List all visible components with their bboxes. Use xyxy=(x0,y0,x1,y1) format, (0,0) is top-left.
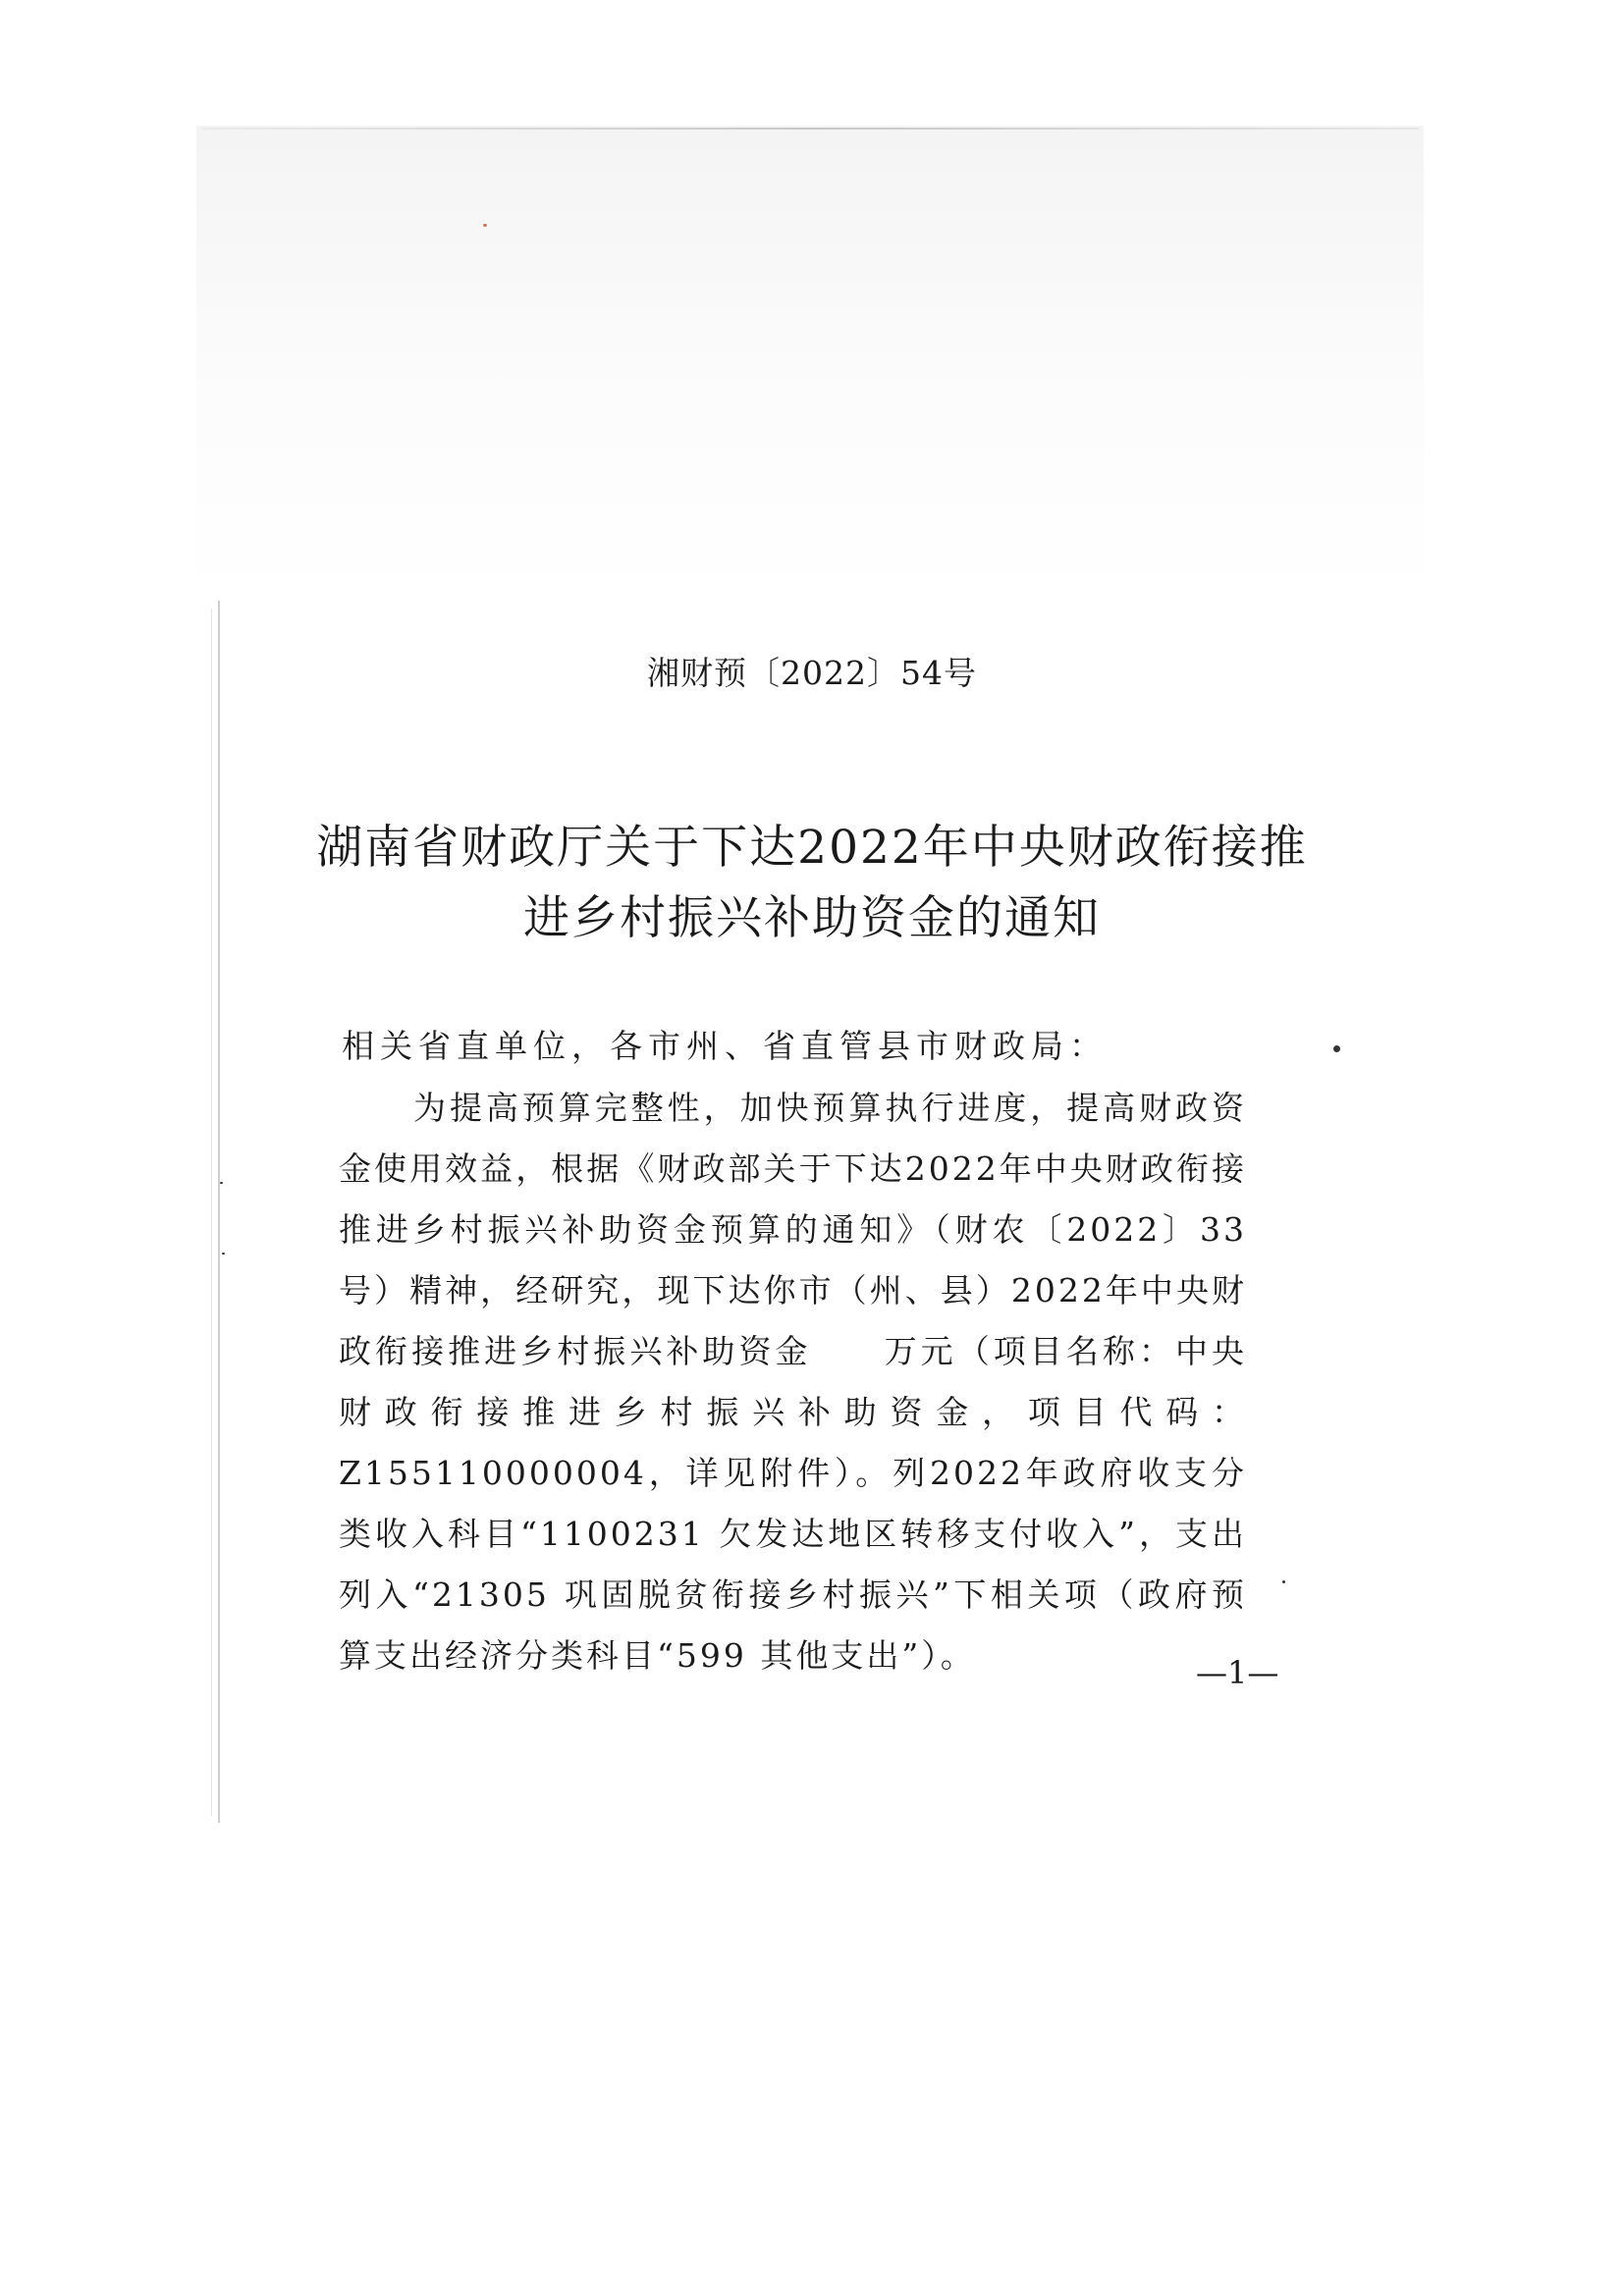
scan-speck xyxy=(483,224,487,227)
document-title: 湖南省财政厅关于下达2022年中央财政衔接推进乡村振兴补助资金的通知 xyxy=(316,821,1308,945)
scan-speck xyxy=(1333,1045,1340,1052)
scan-shadow xyxy=(196,126,1424,597)
body-paragraph: 为提高预算完整性，加快预算执行进度，提高财政资金使用效益，根据《财政部关于下达2022年中央财政衔接推进乡村振兴补助资金预算的通知》（财农〔2022〕33号）精神，经研究，现下达你市（州、县）2022年中央财政衔接推进乡村振兴补助资金 万元（项目名称：中央财政衔接推进乡村振兴补助资金，项目代码：Z155110000004，详见附件）。列2022年政府收支分类收入科目“1100231 欠发达地区转移支付收入”，支出列入“21305 巩固脱贫衔接乡村振兴”下相关项（政府预算支出经济分类科目“599 其他支出”）。 xyxy=(339,1089,1247,1675)
salutation: 相关省直单位，各市州、省直管县市财政局： xyxy=(342,1027,1108,1065)
scan-speck xyxy=(222,1253,225,1255)
scan-edge-line xyxy=(218,601,220,1823)
document-number: 湘财预〔2022〕54号 xyxy=(647,654,977,692)
page-number: —1— xyxy=(1196,1654,1279,1691)
scan-edge-line-secondary xyxy=(211,609,212,1816)
scan-speck xyxy=(1282,1580,1285,1583)
scan-artifact-line xyxy=(201,128,1419,130)
scan-speck xyxy=(220,1182,223,1184)
